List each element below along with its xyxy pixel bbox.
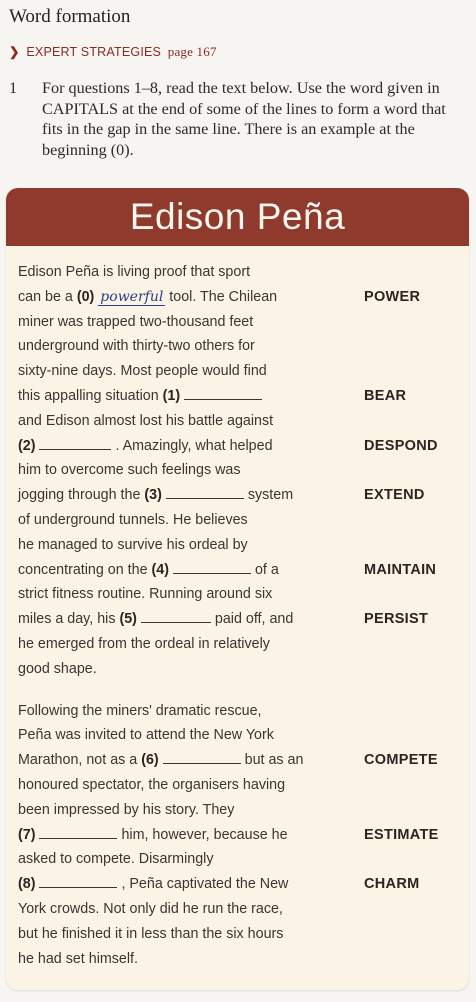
- line-text: but as an: [240, 752, 304, 769]
- line-text: paid off, and: [210, 611, 294, 628]
- capital-keyword: PERSIST: [364, 611, 429, 628]
- expert-strategies-reference[interactable]: [9, 44, 217, 60]
- gap-number: (3): [144, 487, 162, 504]
- capital-keyword: BEAR: [364, 388, 407, 404]
- capital-keyword: POWER: [364, 288, 421, 305]
- article-panel: [6, 188, 469, 990]
- answer-gap[interactable]: [173, 558, 251, 574]
- gap-line: [18, 823, 288, 847]
- line-text: York crowds. Not only did he run the race,: [18, 901, 283, 917]
- article-line: [18, 897, 283, 921]
- line-text: underground with thirty-two others for: [18, 338, 255, 355]
- article-line: [18, 533, 248, 557]
- article-line: [18, 723, 274, 747]
- article-line: [18, 508, 248, 532]
- article-line: [18, 947, 138, 971]
- article-line: [18, 922, 283, 946]
- gap-number: (1): [162, 388, 181, 404]
- article-line: [18, 773, 285, 797]
- answer-gap[interactable]: [39, 823, 117, 839]
- answer-gap[interactable]: [141, 607, 211, 623]
- gap-line: [18, 748, 303, 772]
- gap-number: (8): [18, 876, 36, 893]
- gap-number: (5): [119, 611, 137, 628]
- example-answer: powerful: [100, 288, 164, 305]
- line-text: tool. The Chilean: [165, 288, 278, 305]
- line-text: can be a: [18, 288, 77, 305]
- capital-keyword: DESPOND: [364, 437, 438, 454]
- gap-line: [18, 434, 273, 458]
- line-text: , Peña captivated the New: [117, 876, 289, 893]
- line-text: system: [243, 487, 294, 504]
- line-text: Following the miners' dramatic rescue,: [18, 702, 262, 719]
- chevron-right-icon: ❯: [9, 45, 20, 59]
- article-line: [18, 657, 97, 681]
- article-header: [6, 188, 469, 246]
- strategy-page: page 167: [167, 44, 217, 59]
- gap-line: [18, 483, 293, 507]
- line-text: he emerged from the ordeal in relatively: [18, 636, 270, 652]
- exercise-number: 1: [9, 79, 18, 97]
- capital-keyword: EXTEND: [364, 487, 425, 504]
- line-text: this appalling situation: [18, 388, 163, 404]
- article-line: [18, 260, 250, 284]
- gap-number: (6): [141, 752, 159, 769]
- article-line: [18, 847, 213, 871]
- gap-line: [18, 285, 277, 309]
- gap-line: [18, 558, 279, 582]
- gap-line: [18, 872, 288, 896]
- article-line: [18, 409, 273, 433]
- answer-gap[interactable]: [39, 872, 117, 888]
- capital-keyword: MAINTAIN: [364, 561, 437, 578]
- line-text: of a: [251, 561, 279, 578]
- article-line: [18, 334, 255, 358]
- article-line: [18, 582, 272, 606]
- answer-gap[interactable]: [39, 434, 111, 450]
- capital-keyword: CHARM: [364, 876, 420, 893]
- line-text: . Amazingly, what helped: [111, 437, 273, 454]
- answer-gap[interactable]: [184, 384, 262, 400]
- strategy-label: EXPERT STRATEGIES: [26, 45, 162, 59]
- line-text: Marathon, not as a: [18, 752, 142, 769]
- gap-number: (2): [18, 437, 36, 454]
- capital-keyword: ESTIMATE: [364, 826, 439, 843]
- gap-line: [18, 384, 262, 408]
- line-text: sixty-nine days. Most people would find: [18, 363, 267, 380]
- line-text: miner was trapped two-thousand feet: [18, 313, 254, 330]
- article-line: [18, 798, 234, 822]
- line-text: he had set himself.: [18, 950, 139, 967]
- line-text: asked to compete. Disarmingly: [18, 851, 214, 868]
- line-text: Peña was invited to attend the New York: [18, 727, 274, 744]
- article-line: [18, 359, 267, 383]
- line-text: him, however, because he: [117, 826, 288, 843]
- gap-number: (4): [151, 561, 170, 578]
- line-text: Edison Peña is living proof that sport: [18, 264, 251, 280]
- line-text: jogging through the: [18, 487, 145, 504]
- article-line: [18, 699, 262, 723]
- instructions-text: For questions 1–8, read the text below. Use the word given in CAPITALS at the end of some of the lines to form a word that fits in the gap in the same line. There is an example at the beginning (0).: [42, 79, 446, 160]
- line-text: been impressed by his story. They: [18, 801, 235, 818]
- line-text: good shape.: [18, 660, 97, 677]
- article-line: [18, 310, 253, 334]
- article-line: [18, 632, 270, 656]
- gap-number: (0): [76, 288, 95, 305]
- line-text: miles a day, his: [18, 611, 120, 628]
- article-title: Edison Peña: [129, 196, 346, 237]
- line-text: concentrating on the: [18, 561, 152, 578]
- line-text: but he finished it in less than the six hours: [18, 925, 284, 942]
- answer-gap[interactable]: [163, 748, 241, 764]
- line-text: him to overcome such feelings was: [18, 462, 241, 479]
- section-title: Word formation: [9, 6, 131, 27]
- line-text: he managed to survive his ordeal by: [18, 536, 248, 553]
- line-text: strict fitness routine. Running around six: [18, 586, 273, 603]
- line-text: of underground tunnels. He believes: [18, 512, 248, 528]
- gap-number: (7): [18, 826, 36, 843]
- gap-line: [18, 607, 293, 631]
- article-line: [18, 458, 241, 482]
- line-text: and Edison almost lost his battle against: [18, 412, 274, 429]
- answer-gap[interactable]: [166, 483, 244, 499]
- line-text: honoured spectator, the organisers having: [18, 777, 286, 793]
- capital-keyword: COMPETE: [364, 752, 438, 769]
